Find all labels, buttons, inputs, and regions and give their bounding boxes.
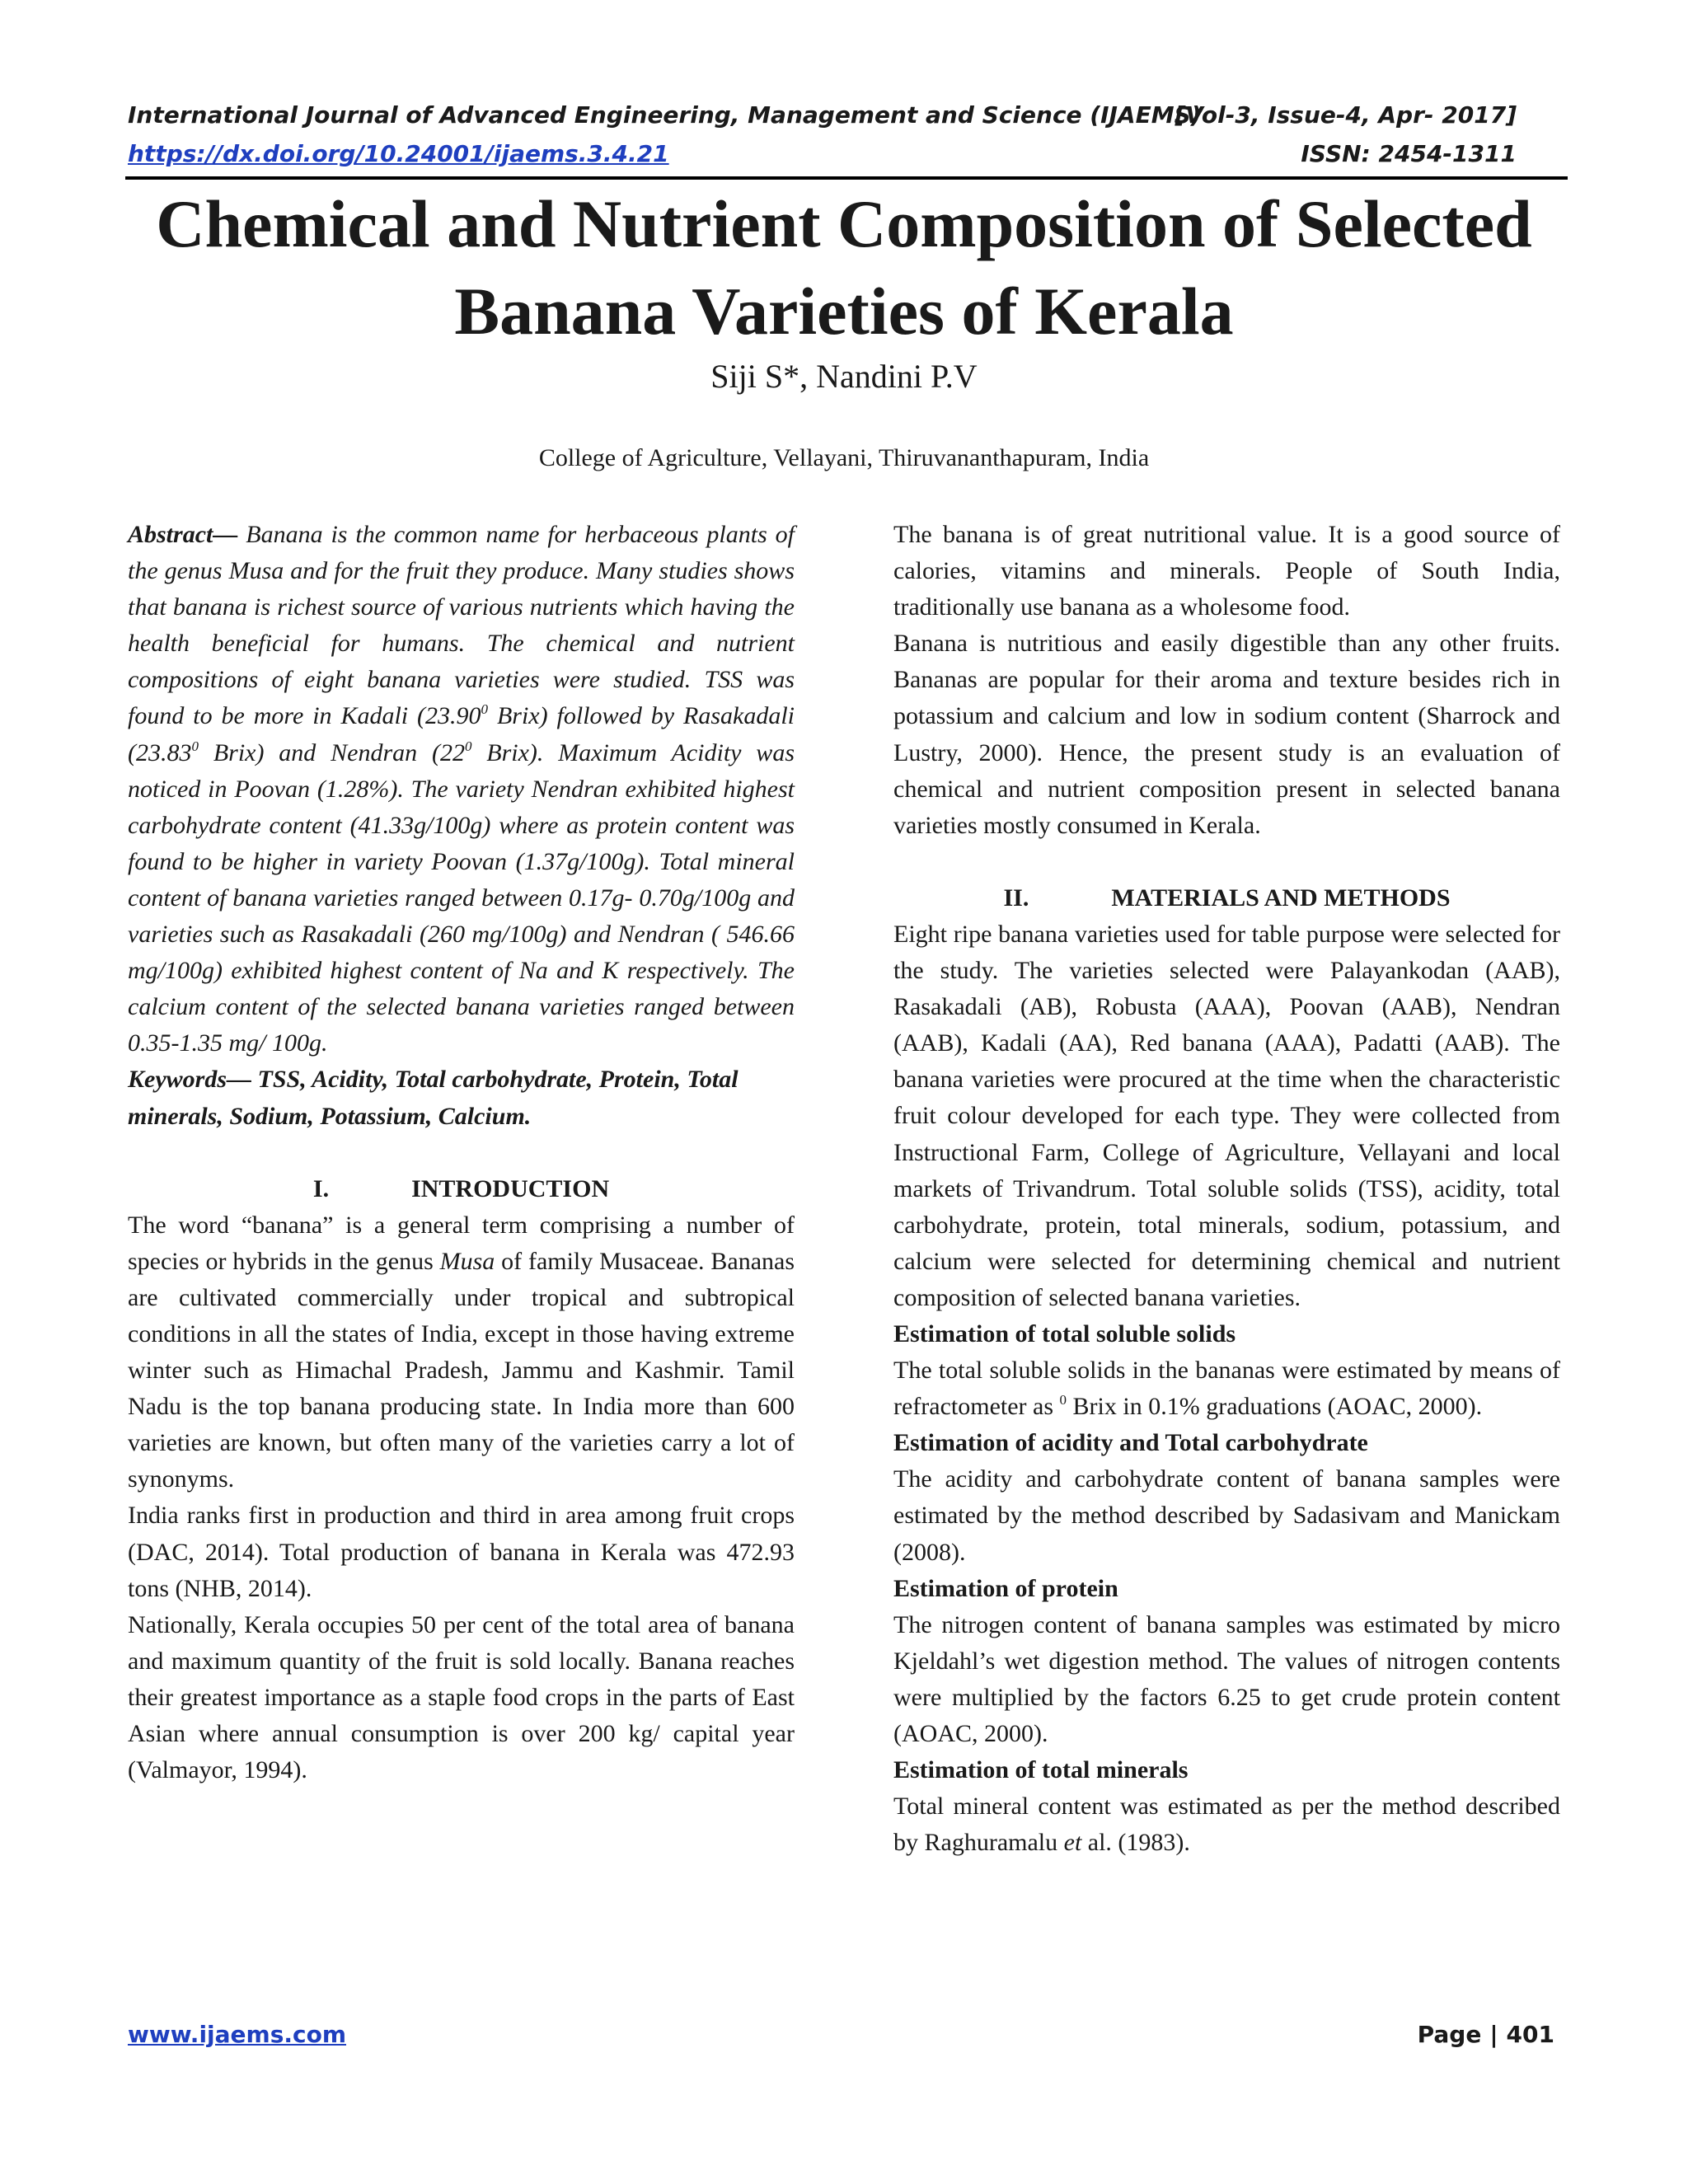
methods-heading <box>893 880 1560 916</box>
abstract-label: Abstract— <box>128 521 238 548</box>
intro-paragraph-2: India ranks first in production and third in area among fruit crops (DAC, 2014). Total production of banana in Kerala was 472.93 tons (NHB, 2014). <box>128 1502 795 1602</box>
abstract-text-3: Brix) and Nendran (22 <box>199 738 465 766</box>
tss-text-b: Brix in 0.1% graduations (AOAC, 2000). <box>1067 1393 1483 1421</box>
methods-paragraph: Eight ripe banana varieties used for table purpose were selected for the study. The varieties selected were Palayankodan (AAB), Rasakadali (AB), Robusta (AAA), Poovan (AAB), Nendran (AAB), Kadali (AA), Red banana (AAA), Padatti (AAB). The banana varieties were procured at the time when the characteristic fruit colour developed for each type. They were collected from Instructional Farm, College of Agriculture, Vellayani and local markets of Trivandrum. Total soluble solids (TSS), acidity, total carbohydrate, protein, total minerals, sodium, potassium, and calcium were selected for determining chemical and nutrient composition of selected banana varieties. <box>893 920 1560 1311</box>
page-label: Page <box>1417 2021 1482 2048</box>
intro-paragraph-5: Banana is nutritious and easily digestible than any other fruits. Bananas are popular for their aroma and texture besides rich in potassium and calcium and low in sodium content (Sharrock and Lustry, 2000). Hence, the present study is an evaluation of chemical and nutrient composition present in selected banana varieties mostly consumed in Kerala. <box>893 630 1560 839</box>
section-title: INTRODUCTION <box>411 1174 610 1202</box>
degree-sup: 0 <box>191 738 199 754</box>
section-number: II. <box>1003 883 1029 912</box>
et-al: et <box>1063 1829 1082 1857</box>
abstract-text-1: Banana is the common name for herbaceous plants of the genus Musa and for the fruit they produce. Many studies shows that banana is richest source of various nutrients which having the health beneficial for humans. The chemical and nutrient compositions of eight banana varieties were studied. TSS was found to be more in Kadali (23.90 <box>128 521 795 730</box>
intro-paragraph-4: The banana is of great nutritional value. It is a good source of calories, vitamins and minerals. People of South India, traditionally use banana as a wholesome food. <box>893 521 1560 621</box>
left-column <box>128 517 795 1788</box>
degree-sup: 0 <box>1059 1392 1067 1408</box>
volume-issue: [Vol-3, Issue-4, Apr- 2017] <box>1175 101 1517 129</box>
subheading-acidity: Estimation of acidity and Total carbohydrate <box>893 1429 1368 1457</box>
genus-name: Musa <box>439 1247 495 1275</box>
section-number: I. <box>312 1174 330 1202</box>
degree-sup: 0 <box>464 738 472 754</box>
keywords: Keywords— TSS, Acidity, Total carbohydrate, Protein, Total minerals, Sodium, Potassium, Calcium. <box>128 1066 738 1130</box>
affiliation: College of Agriculture, Vellayani, Thiruvananthapuram, India <box>538 444 1150 471</box>
paper-title-line-2: Banana Varieties of Kerala <box>454 274 1234 349</box>
abstract-text-2: Brix) followed by Rasakadali (23.83 <box>128 702 795 766</box>
minerals-text-a: Total mineral content was estimated as per the method described by Raghuramalu <box>893 1793 1560 1857</box>
page-number <box>1418 2021 1554 2048</box>
acidity-paragraph: The acidity and carbohydrate content of banana samples were estimated by the method described by Sadasivam and Manickam (2008). <box>893 1465 1560 1566</box>
subheading-protein: Estimation of protein <box>893 1574 1118 1602</box>
doi-link[interactable]: https://dx.doi.org/10.24001/ijaems.3.4.21 <box>128 140 669 167</box>
degree-sup: 0 <box>481 701 489 718</box>
protein-paragraph: The nitrogen content of banana samples was estimated by micro Kjeldahl’s wet digestion method. The values of nitrogen contents were multiplied by the factors 6.25 to get crude protein content (AOAC, 2000). <box>893 1610 1560 1747</box>
footer-site-link[interactable]: www.ijaems.com <box>128 2021 347 2048</box>
intro-p1-text-a: The word “banana” is a general term comprising a number of species or hybrids in the genus <box>128 1211 795 1275</box>
minerals-paragraph <box>893 1788 1560 1861</box>
page-num: 401 <box>1506 2021 1554 2048</box>
authors: Siji S*, Nandini P.V <box>710 358 978 395</box>
abstract-text-4: Brix). Maximum Acidity was noticed in Poovan (1.28%). The variety Nendran exhibited highest carbohydrate content (41.33g/100g) where as protein content was found to be higher in variety Poovan (1.37g/100g). Total mineral content of banana varieties ranged between 0.17g- 0.70g/100g and varieties such as Rasakadali (260 mg/100g) and Nendran ( 546.66 mg/100g) exhibited highest content of Na and K respectively. The calcium content of the selected banana varieties ranged between 0.35-1.35 mg/ 100g. <box>128 738 795 1057</box>
issn: ISSN: 2454-1311 <box>1301 140 1517 167</box>
journal-name: International Journal of Advanced Engineering, Management and Science (IJAEMS) <box>128 101 1202 129</box>
section-title: MATERIALS AND METHODS <box>1111 883 1451 912</box>
paper-title-line-1: Chemical and Nutrient Composition of Selected <box>156 186 1532 261</box>
abstract <box>128 517 795 1062</box>
subheading-tss: Estimation of total soluble solids <box>893 1319 1236 1347</box>
intro-heading <box>128 1171 795 1207</box>
header-divider <box>125 176 1568 180</box>
intro-p1-text-b: of family Musaceae. Bananas are cultivated commercially under tropical and subtropical conditions in all the states of India, except in those having extreme winter such as Himachal Pradesh, Jammu and Kashmir. Tamil Nadu is the top banana producing state. In India more than 600 varieties are known, but often many of the varieties carry a lot of synonyms. <box>128 1247 795 1493</box>
subheading-minerals: Estimation of total minerals <box>893 1756 1189 1784</box>
tss-text-a: The total soluble solids in the bananas were estimated by means of refractometer as <box>893 1357 1560 1421</box>
page-separator: | <box>1489 2021 1498 2048</box>
tss-paragraph <box>893 1352 1560 1425</box>
minerals-text-b: al. (1983). <box>1081 1829 1190 1857</box>
intro-paragraph-3: Nationally, Kerala occupies 50 per cent of the total area of banana and maximum quantity of the fruit is sold locally. Banana reaches their greatest importance as a staple food crops in the parts of East Asian where annual consumption is over 200 kg/ capital year (Valmayor, 1994). <box>128 1610 795 1784</box>
intro-paragraph-1 <box>128 1207 795 1498</box>
right-column <box>893 517 1560 1861</box>
